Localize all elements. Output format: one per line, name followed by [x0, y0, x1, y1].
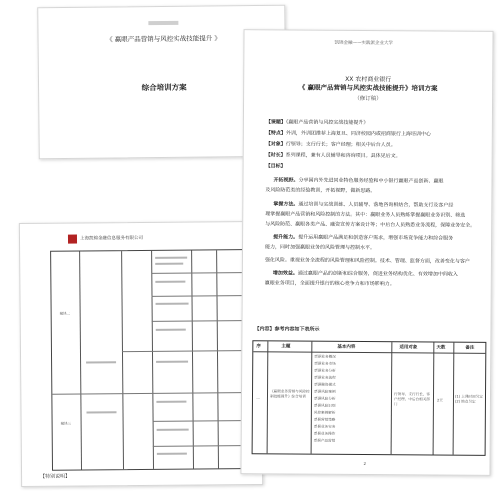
table-text-blur [156, 361, 188, 363]
table-text-blur [86, 361, 116, 363]
table-row-line [52, 392, 257, 395]
company-name: 上海凯锦金融信息服务有限公司 [79, 235, 144, 242]
row-days: 2天 [436, 398, 443, 403]
goal-paragraph-line: 与风险防范、赢眼各类产品、融资宣传方案设计等；中后台人员熟悉业务流程，保障业务安全。 [265, 221, 476, 229]
row-number: 一 [255, 397, 260, 402]
goal-paragraph-line: 增加效益。通过赢眼产品的创新和综合服务，促进业务结构优化、有效增加中间收入 [272, 270, 458, 278]
table-column-line [191, 251, 194, 469]
table-text-blur [155, 257, 187, 259]
content-item: 票据风险识别 [313, 403, 336, 408]
revision-label: （修订稿） [354, 95, 382, 103]
goal-paragraph-line: 理掌握赢眼产品营销和风险控制的方法。其中：赢眼业务人员熟练掌握赢眼业务识别、筛选 [265, 211, 466, 219]
table-text-blur [157, 453, 187, 455]
content-item: 风控案例解析 [313, 410, 336, 415]
company-header [68, 233, 143, 244]
table-text-blur [156, 401, 186, 403]
content-item: 票据业务流程 [314, 375, 336, 380]
content-heading: 【内容】参考内容如下表所示 [254, 326, 320, 333]
content-item: 票据业务操作 [313, 431, 336, 436]
col-header-days: 天数 [436, 345, 446, 351]
table-column-line [121, 251, 124, 469]
goal-paragraph-line: 开拓视野。分享国内外先进同业特色服务经验和中小银行赢眼产品创新、赢眼 [273, 177, 444, 185]
table-column-line [216, 250, 219, 468]
header-smudge [148, 21, 178, 25]
cover-subtitle: 《 赢眼产品营销与风控实战技能提升 》 [106, 34, 221, 44]
content-item: 票据业务市场 [314, 361, 336, 366]
col-header-no: 序 [256, 344, 261, 350]
field-feature: 【特点】外训，外训团推荐上海复旦、同济校园内或招商银行上海培训中心 [265, 130, 431, 138]
module-table [50, 249, 259, 471]
table-text-blur [86, 411, 116, 413]
content-item: 票据风险分析 [313, 396, 336, 401]
content-item: 票据业务概况 [314, 354, 336, 359]
table-column-line [433, 342, 435, 454]
col-header-theme: 主题 [281, 344, 291, 350]
module-label: 模块二 [59, 311, 71, 316]
content-item: 票据营销策略 [313, 417, 336, 422]
program-title: 《 赢眼产品营销与风控实战技能提升》培训方案 [298, 83, 438, 93]
table-text-blur [155, 281, 185, 283]
table-column-line [391, 342, 393, 454]
table-column-line [311, 342, 313, 454]
table-row-line [122, 350, 257, 352]
field-audience: 【对象】行领导；支行行长；客户经理；相关中后台人员。 [265, 141, 396, 149]
goal-paragraph-line: 强化风险。重视业务全流程的风险管理和风险控制。技术、管理、监督方面，改善变化与客户 [264, 257, 470, 265]
table-header-line [253, 351, 485, 354]
goal-paragraph-line: 掌握方法。通过培训与实战训练、人员辅导、落地咨询相结合，帮助支行及客户经 [273, 201, 454, 209]
goal-paragraph-line: 提升能力。提升运用赢眼产品满足和创造客户需求，增强市场竞争能力和综合服务 [273, 234, 454, 242]
table-text-blur [156, 329, 186, 331]
module-label: 模块三 [60, 421, 72, 426]
col-header-audience: 适用对象 [399, 345, 418, 351]
table-text-blur [155, 263, 183, 265]
content-item: 票据风险案例 [314, 389, 336, 394]
content-table [252, 340, 487, 456]
row-audience: 行领导、支行行长、客户经理、中后台相关部门 [393, 392, 430, 407]
content-item: 票据融资模式 [314, 382, 336, 387]
row-note: (1) 上课时间另定 (2) 地点另定 [454, 394, 483, 404]
content-item: 票据业务实务 [313, 424, 336, 429]
col-header-content: 基本内容 [337, 344, 356, 350]
program-page [240, 29, 493, 476]
content-item: 票据业务分析 [314, 368, 336, 373]
row-theme: 《赢眼业务营销与风险控制技能提升》综合培训 [269, 389, 310, 399]
bank-name: XX 农村商业银行 [345, 75, 392, 84]
table-text-blur [156, 303, 189, 305]
table-column-line [267, 341, 269, 453]
page-number: 2 [363, 460, 367, 466]
col-header-note: 备注 [465, 345, 475, 351]
goal-paragraph-line: 能力，同时加强赢眼业务的风险管理与控制水平。 [265, 244, 376, 252]
page-header: 凯锦金融——实践派企业大学 [334, 40, 393, 47]
field-goal: 【目标】 [265, 163, 286, 170]
table-column-line [79, 252, 82, 470]
table-column-line [151, 251, 154, 469]
goal-paragraph-line: 及风险防范类的经验教训，开拓视野，做新思路。 [265, 187, 376, 195]
table-text-blur [157, 429, 189, 431]
table-row-line [151, 272, 256, 274]
cover-title: 综合培训方案 [141, 82, 187, 93]
company-logo-icon [68, 234, 77, 243]
table-page [19, 221, 263, 487]
goal-paragraph-line: 赢眼业务项目，全面提升银行的核心竞争力和市场影响力。 [264, 280, 395, 288]
special-note: 【特别说明】 [40, 473, 71, 480]
content-item: 票据产品营销 [313, 438, 336, 443]
field-topic: 【课题】《赢眼产品营销与风控实战技能提升》 [265, 119, 369, 127]
field-duration: 【时长】系列课程，兼有人员辅导和咨询项目。具体见后文。 [265, 152, 401, 160]
